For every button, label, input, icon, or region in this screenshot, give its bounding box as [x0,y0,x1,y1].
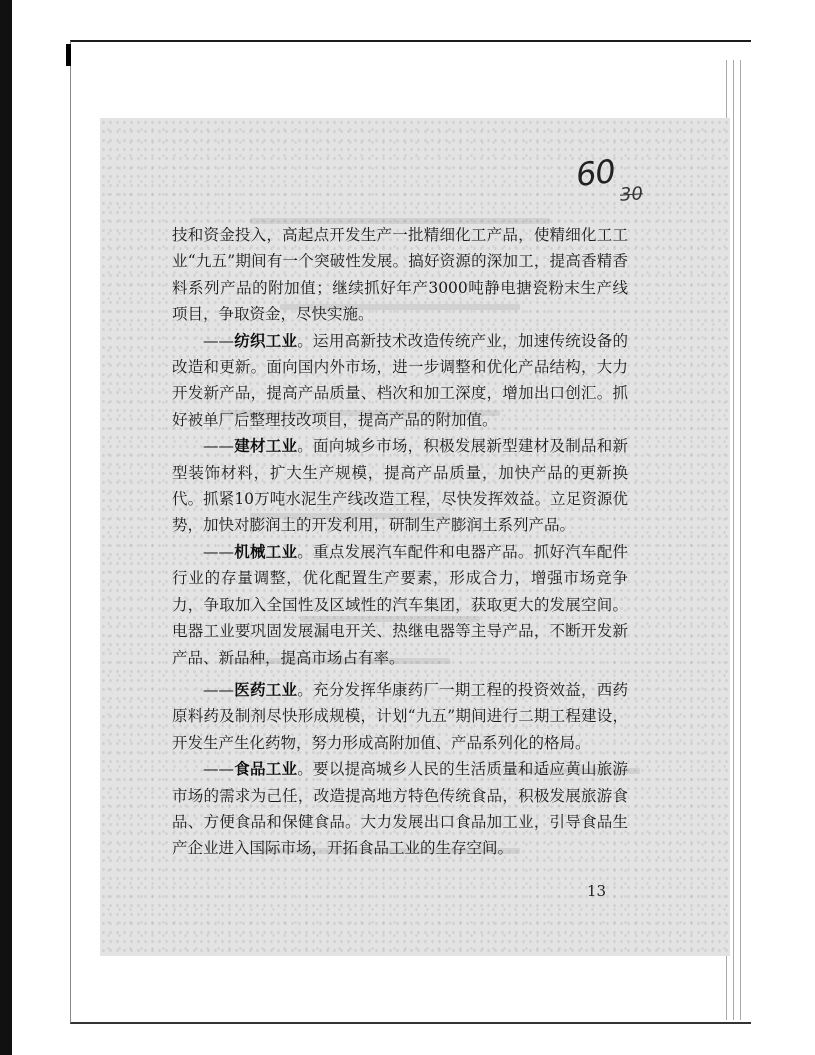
scan-black-edge [0,0,12,1055]
paragraph-text: 。充分发挥华康药厂一期工程的投资效益，西药原料药及制剂尽快形成规模，计划“九五”期间进行二期工程建设，开发生产生化药物，努力形成高附加值、产品系列化的格局。 [172,680,628,752]
section-heading: 建材工业 [234,436,298,456]
section-heading: 食品工业 [234,759,298,779]
paragraph [172,539,628,671]
paragraph [172,677,628,756]
dash-lead: —— [203,437,234,456]
document-page [100,118,730,956]
dash-lead: —— [203,542,234,561]
page-edge-line [733,60,734,1020]
page-edge-line [740,60,741,1020]
section-heading: 纺织工业 [234,330,298,350]
dash-lead: —— [203,760,234,779]
paragraph-text: 。要以提高城乡人民的生活质量和适应黄山旅游市场的需求为己任，改造提高地方特色传统食品，积极发展旅游食品、方便食品和保健食品。大力发展出口食品加工业，引导食品生产企业进入国际市场，开拓食品工业的生存空间。 [172,760,628,858]
paragraph-text: 。重点发展汽车配件和电器产品。抓好汽车配件行业的存量调整，优化配置生产要素，形成合力，增强市场竞争力，争取加入全国性及区域性的汽车集团，获取更大的发展空间。电器工业要巩固发展漏电开关、热继电器等主导产品，不断开发新产品、新品种，提高市场占有率。 [172,542,628,667]
paragraph-text: 。面向城乡市场，积极发展新型建材及制品和新型装饰材料，扩大生产规模，提高产品质量，加快产品的更新换代。抓紧10万吨水泥生产线改造工程，尽快发挥效益。立足资源优势，加快对膨润土的开发利用，研制生产膨润土系列产品。 [172,437,628,535]
binding-mark [66,44,71,66]
handwritten-folio-number: 60 [574,152,617,194]
paragraph-text: 。运用高新技术改造传统产业，加速传统设备的改造和更新。面向国内外市场，进一步调整和优化产品结构，大力开发新产品，提高产品质量、档次和加工深度，增加出口创汇。抓好被单厂后整理技改项目，提高产品的附加值。 [172,331,628,429]
section-heading: 医药工业 [234,679,298,699]
paragraph [172,222,628,328]
paragraph [172,328,628,434]
handwritten-struck-folio-number: 30 [619,183,644,206]
paragraph [172,756,628,862]
section-heading: 机械工业 [234,541,298,561]
body-text [172,222,628,862]
dash-lead: —— [203,331,234,350]
page-number: 13 [587,882,607,900]
dash-lead: —— [203,680,234,699]
paragraph-text: 技和资金投入，高起点开发生产一批精细化工产品，使精细化工工业“九五”期间有一个突破性发展。搞好资源的深加工，提高香精香料系列产品的附加值；继续抓好年产3000吨静电搪瓷粉末生产线项目，争取资金，尽快实施。 [172,226,628,324]
paragraph [172,433,628,539]
